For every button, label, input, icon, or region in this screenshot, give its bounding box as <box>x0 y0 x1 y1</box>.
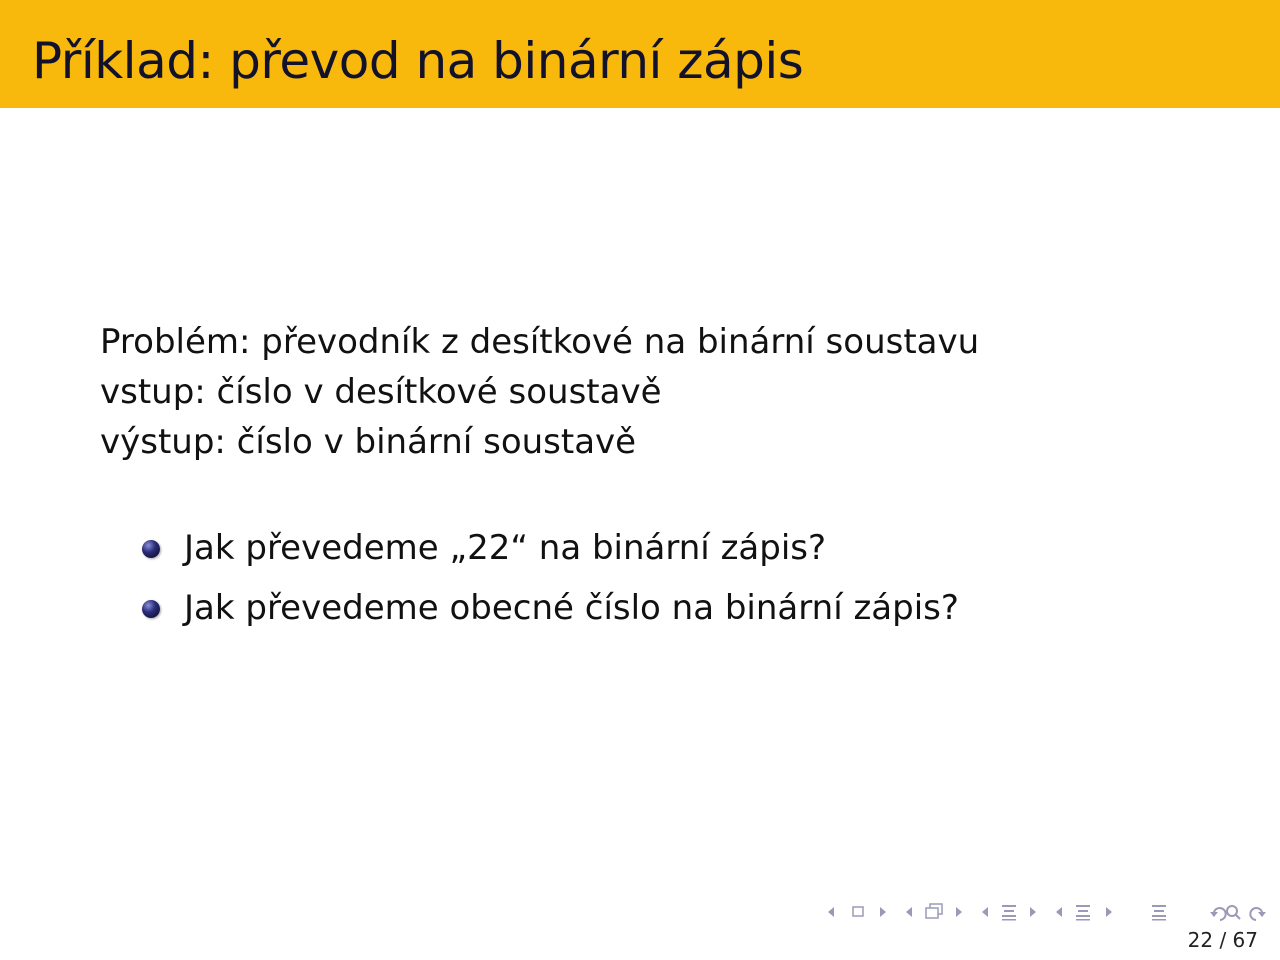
question-text: Jak převedeme obecné číslo na binární zápis? <box>184 588 959 628</box>
problem-description <box>100 317 979 467</box>
input-line: vstup: číslo v desítkové soustavě <box>100 372 662 412</box>
previous-subsection-arrow-icon[interactable] <box>906 907 912 917</box>
page-number: 22 / 67 <box>1187 928 1258 952</box>
section-icon[interactable] <box>1002 905 1016 921</box>
beamer-navigation-bar <box>826 900 1272 924</box>
previous-frame-arrow-icon[interactable] <box>828 907 834 917</box>
bullet-ball-icon <box>142 540 160 558</box>
slide-header <box>0 0 1280 108</box>
subsection-icon[interactable] <box>926 904 942 918</box>
next-section-arrow-icon[interactable] <box>1030 907 1036 917</box>
question-list <box>140 520 959 640</box>
forward-icon[interactable] <box>1250 908 1266 920</box>
appendix-icon[interactable] <box>1152 905 1166 921</box>
list-item <box>140 520 959 580</box>
search-icon[interactable] <box>1227 906 1240 919</box>
list-item <box>140 580 959 640</box>
next-frame-arrow-icon[interactable] <box>880 907 886 917</box>
next-subsection-arrow-icon[interactable] <box>956 907 962 917</box>
document-icon[interactable] <box>1076 905 1090 921</box>
previous-document-arrow-icon[interactable] <box>1056 907 1062 917</box>
next-document-arrow-icon[interactable] <box>1106 907 1112 917</box>
previous-section-arrow-icon[interactable] <box>982 907 988 917</box>
problem-line: Problém: převodník z desítkové na binární soustavu <box>100 322 980 362</box>
slide-title: Příklad: převod na binární zápis <box>32 32 804 90</box>
frame-icon[interactable] <box>853 907 863 916</box>
back-icon[interactable] <box>1210 908 1226 920</box>
bullet-ball-icon <box>142 600 160 618</box>
output-line: výstup: číslo v binární soustavě <box>100 422 637 462</box>
question-text: Jak převedeme „22“ na binární zápis? <box>184 528 827 568</box>
